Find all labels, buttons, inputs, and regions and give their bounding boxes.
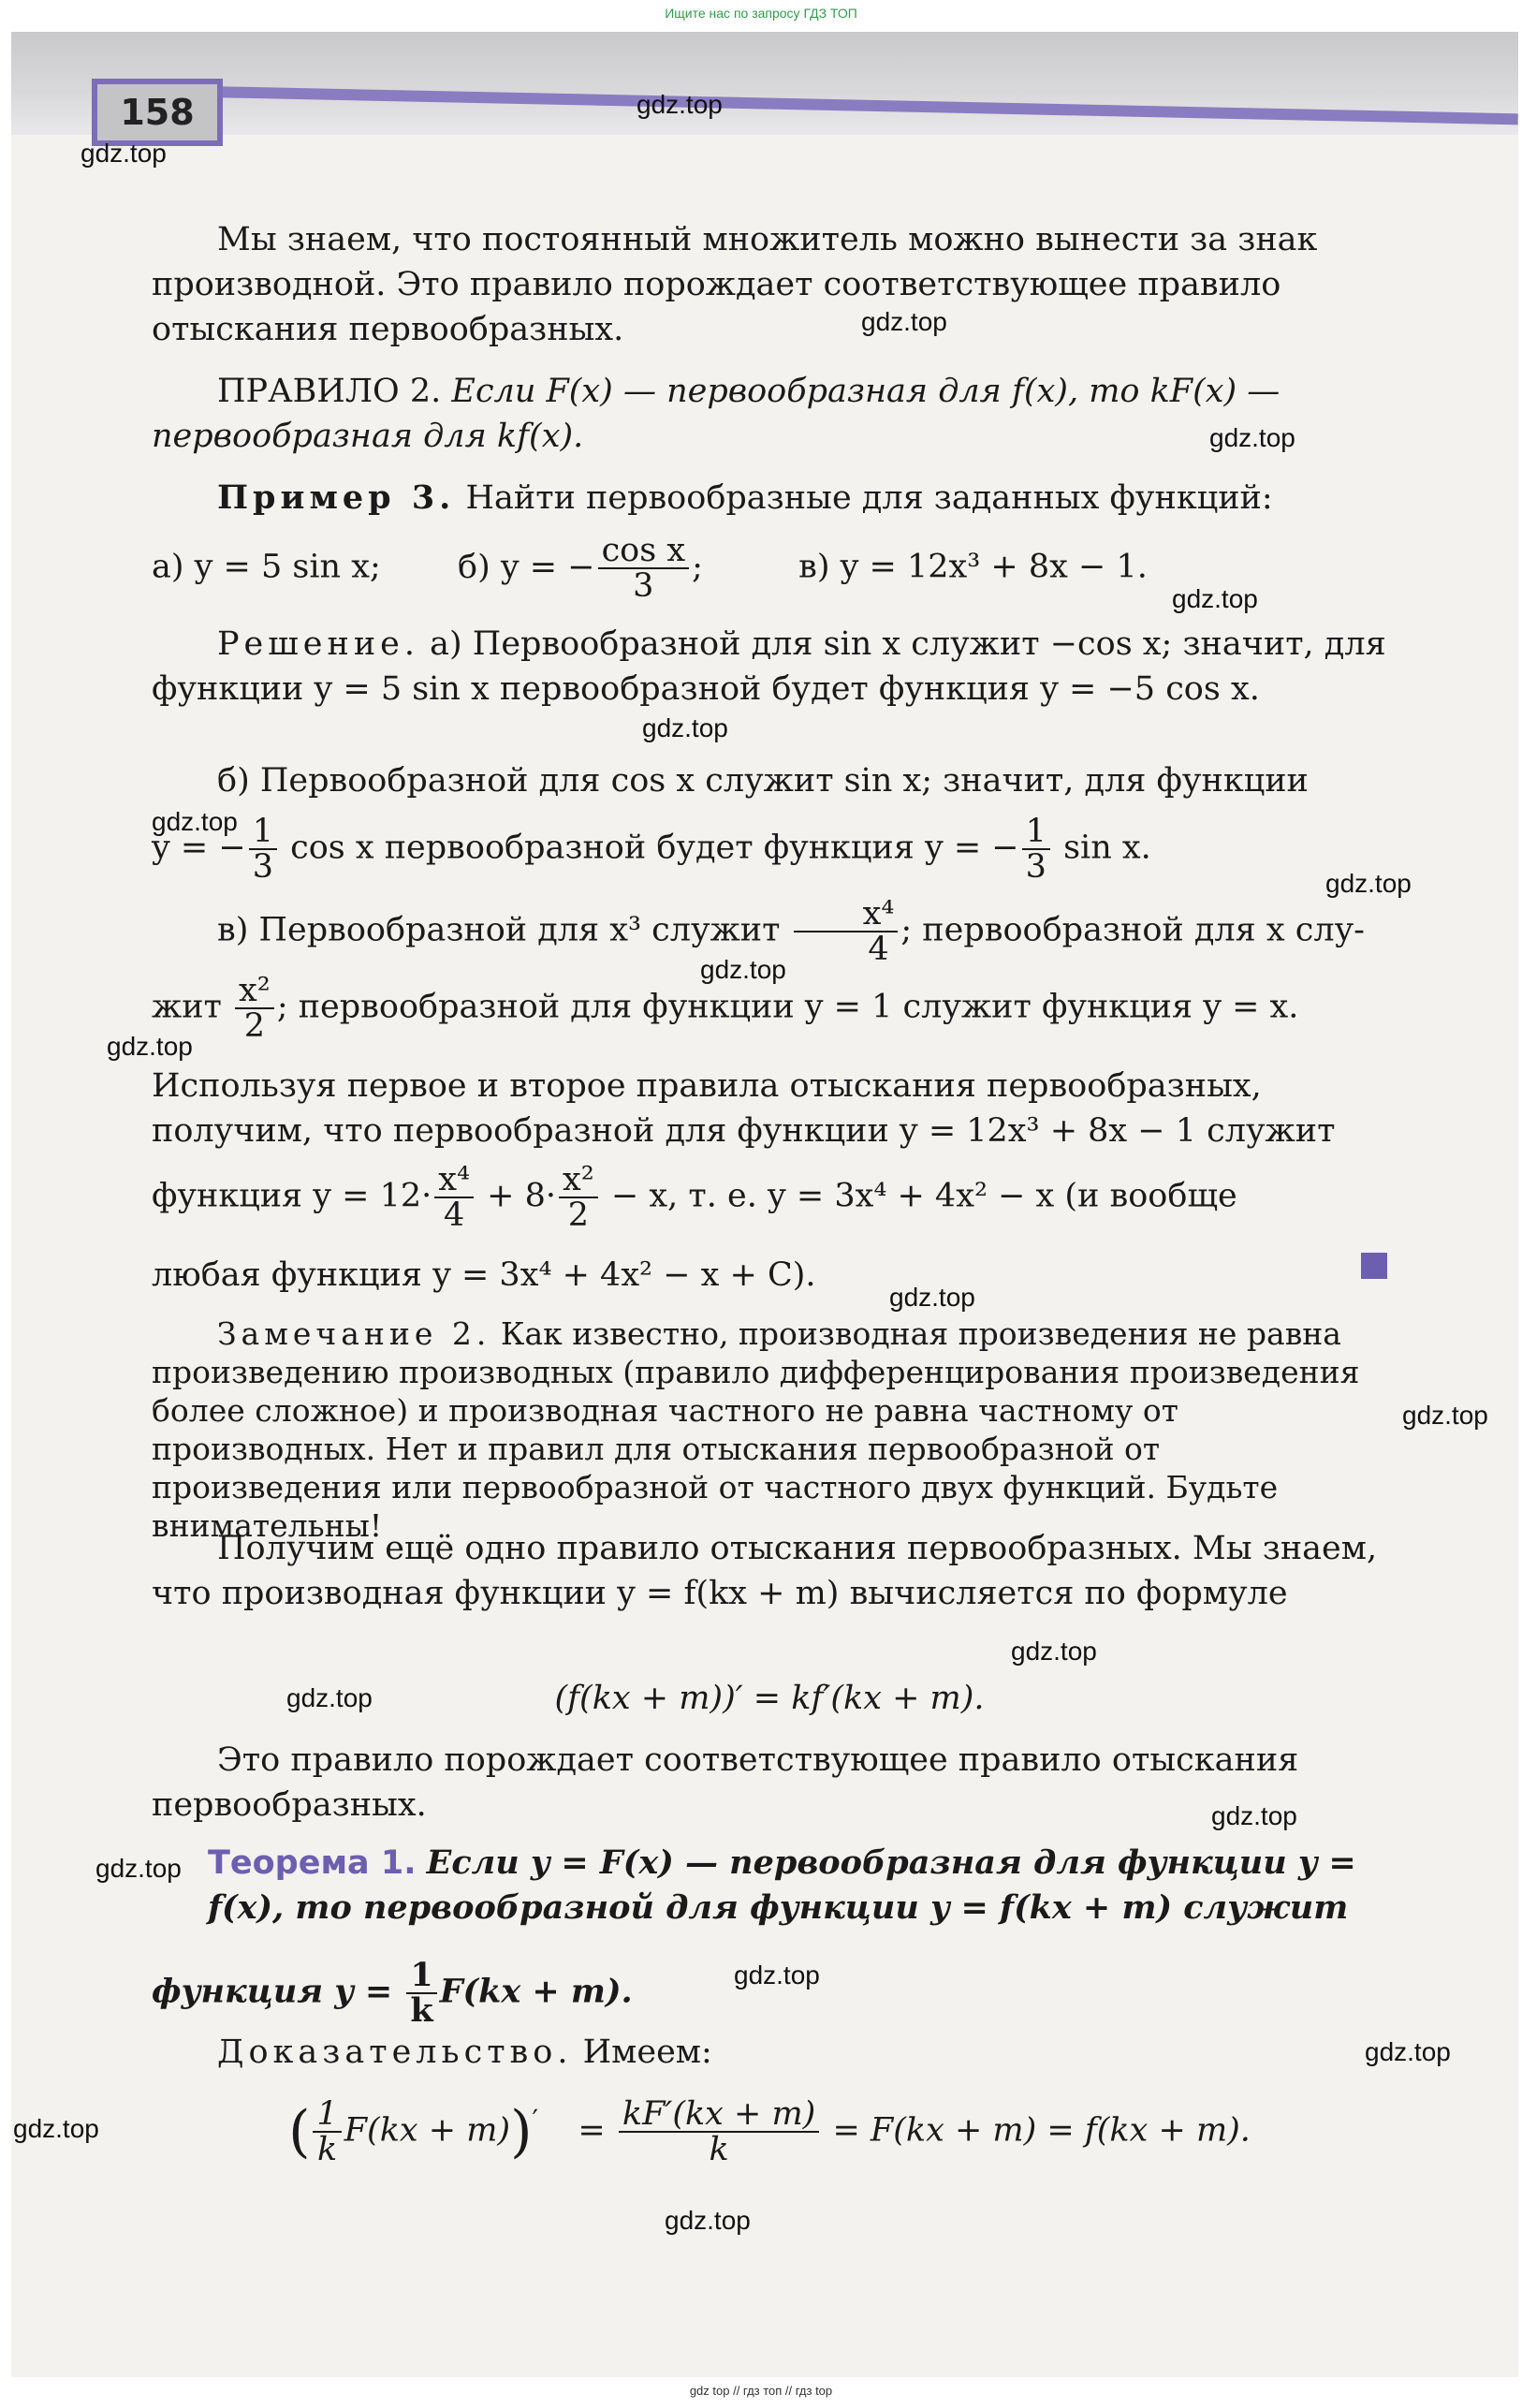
watermark: gdz.top xyxy=(286,1683,373,1712)
using-rules-line2: функция y = 12· $\frac{\text{x⁴}}{4}$ + 8· $\frac{\text{x²}}{2}$ − x, т. е. y = 3x⁴ + 4x² − x (и вообще xyxy=(152,1161,1237,1234)
rule-2-text: Если F(x) — первообразная для f(x), то kF(x) — первообразная для kf(x). xyxy=(152,373,1281,455)
watermark: gdz.top xyxy=(861,307,947,336)
watermark: gdz.top xyxy=(1365,2037,1451,2066)
proof-formula: ( $\frac{1}{k}$ F(kx + m))′ = $\frac{kF'(kx + m)}{k}$ = F(kx + m) = f(kx + m). xyxy=(288,2095,1251,2169)
generates-paragraph: Это правило порождает соответствующее правило отыскания первообразных. xyxy=(152,1741,1299,1824)
theorem-line3: функция y = $\frac{1}{k}$ F(kx + m). xyxy=(152,1956,633,2030)
watermark: gdz.top xyxy=(13,2114,99,2143)
using-rules-line1: Используя первое и второе правила отыскания первообразных, получим, что первообразной для функции y = 12x³ + 8x − 1 служит xyxy=(152,1067,1336,1150)
watermark: gdz.top xyxy=(889,1283,975,1312)
page-number: 158 xyxy=(92,79,223,146)
solution-b-line2: y = − $\frac{1}{3}$ cos x первообразной будет функция y = − $\frac{1}{3}$ sin x. xyxy=(152,813,1151,886)
bottom-note: gdz top // гдз топ // гдз top xyxy=(689,2384,833,2398)
rule-2-label: ПРАВИЛО 2. xyxy=(217,373,442,410)
example-item-c: в) y = 12x³ + 8x − 1. xyxy=(798,548,1148,586)
theorem-text: Если y = F(x) — первообразная для функции y = f(x), то первообразной для функции y = f(kx + m) служит xyxy=(208,1843,1356,1927)
end-of-solution-mark xyxy=(1361,1253,1387,1279)
example-label: Пример 3. xyxy=(217,478,456,517)
solution-a-text: а) Первообразной для sin x служит −cos x; значит, для функции y = 5 sin x первообразной будет функция y = −5 cos x. xyxy=(152,625,1386,708)
theorem-1 xyxy=(208,1841,1389,1931)
rule-2 xyxy=(152,369,1387,459)
example-3 xyxy=(152,476,1387,521)
watermark: gdz.top xyxy=(665,2206,751,2235)
example-item-b: б) y = − $\frac{\text{cos x}}{3}$ ; xyxy=(458,532,703,605)
derivative-formula: (f(kx + m))′ = kf′(kx + m). xyxy=(554,1680,985,1717)
watermark: gdz.top xyxy=(95,1854,182,1883)
watermark: gdz.top xyxy=(1209,423,1295,452)
watermark: gdz.top xyxy=(80,139,167,168)
example-items xyxy=(152,534,1387,603)
watermark: gdz.top xyxy=(107,1032,193,1061)
solution-c-line2: жит $\frac{\text{x²}}{2}$ ; первообразной для функции y = 1 служит функция y = x. xyxy=(152,972,1299,1045)
watermark: gdz.top xyxy=(1011,1637,1097,1666)
intro-paragraph: Мы знаем, что постоянный множитель можно вынести за знак производной. Это правило порождает соответствующее правило отыскания первообразных. xyxy=(152,221,1318,348)
watermark: gdz.top xyxy=(734,1960,820,1990)
proof-label: Доказательство. xyxy=(217,2034,573,2071)
watermark: gdz.top xyxy=(642,713,728,742)
solution-a xyxy=(152,622,1387,712)
remark-2 xyxy=(152,1314,1387,1545)
theorem-label: Теорема 1. xyxy=(208,1844,417,1882)
watermark: gdz.top xyxy=(1172,584,1258,613)
watermark: gdz.top xyxy=(1211,1801,1297,1830)
top-note: Ищите нас по запросу ГДЗ ТОП xyxy=(665,6,857,21)
watermark: gdz.top xyxy=(1325,869,1412,898)
solution-b-line1: б) Первообразной для cos x служит sin x; значит, для функции xyxy=(217,762,1309,800)
watermark: gdz.top xyxy=(152,807,238,836)
example-text: Найти первообразные для заданных функций: xyxy=(465,479,1273,517)
watermark: gdz.top xyxy=(700,955,786,984)
example-item-a: а) y = 5 sin x; xyxy=(152,548,381,586)
solution-label: Решение. xyxy=(217,625,420,663)
proof-text: Имеем: xyxy=(582,2034,712,2071)
watermark: gdz.top xyxy=(637,90,723,119)
watermark: gdz.top xyxy=(1402,1401,1488,1430)
remark-text: Как известно, производная произведения не равна произведению производных (правило дифференцирования произведения более сложное) и производная частного не равна частному от производных. Нет и правил для отыскания первообразной от произведения или первообразной от частного двух функций. Будьте внимательны! xyxy=(152,1315,1360,1544)
using-rules-line3: любая функция y = 3x⁴ + 4x² − x + C). xyxy=(152,1253,1387,1298)
remark-label: Замечание 2. xyxy=(217,1315,491,1352)
next-rule-paragraph: Получим ещё одно правило отыскания первообразных. Мы знаем, что производная функции y = f(kx + m) вычисляется по формуле xyxy=(152,1530,1378,1612)
proof-heading xyxy=(152,2030,1387,2075)
solution-c-line1: в) Первообразной для x³ служит $\frac{\text{x⁴}}{4}$ ; первообразной для x слу- xyxy=(217,895,1365,968)
